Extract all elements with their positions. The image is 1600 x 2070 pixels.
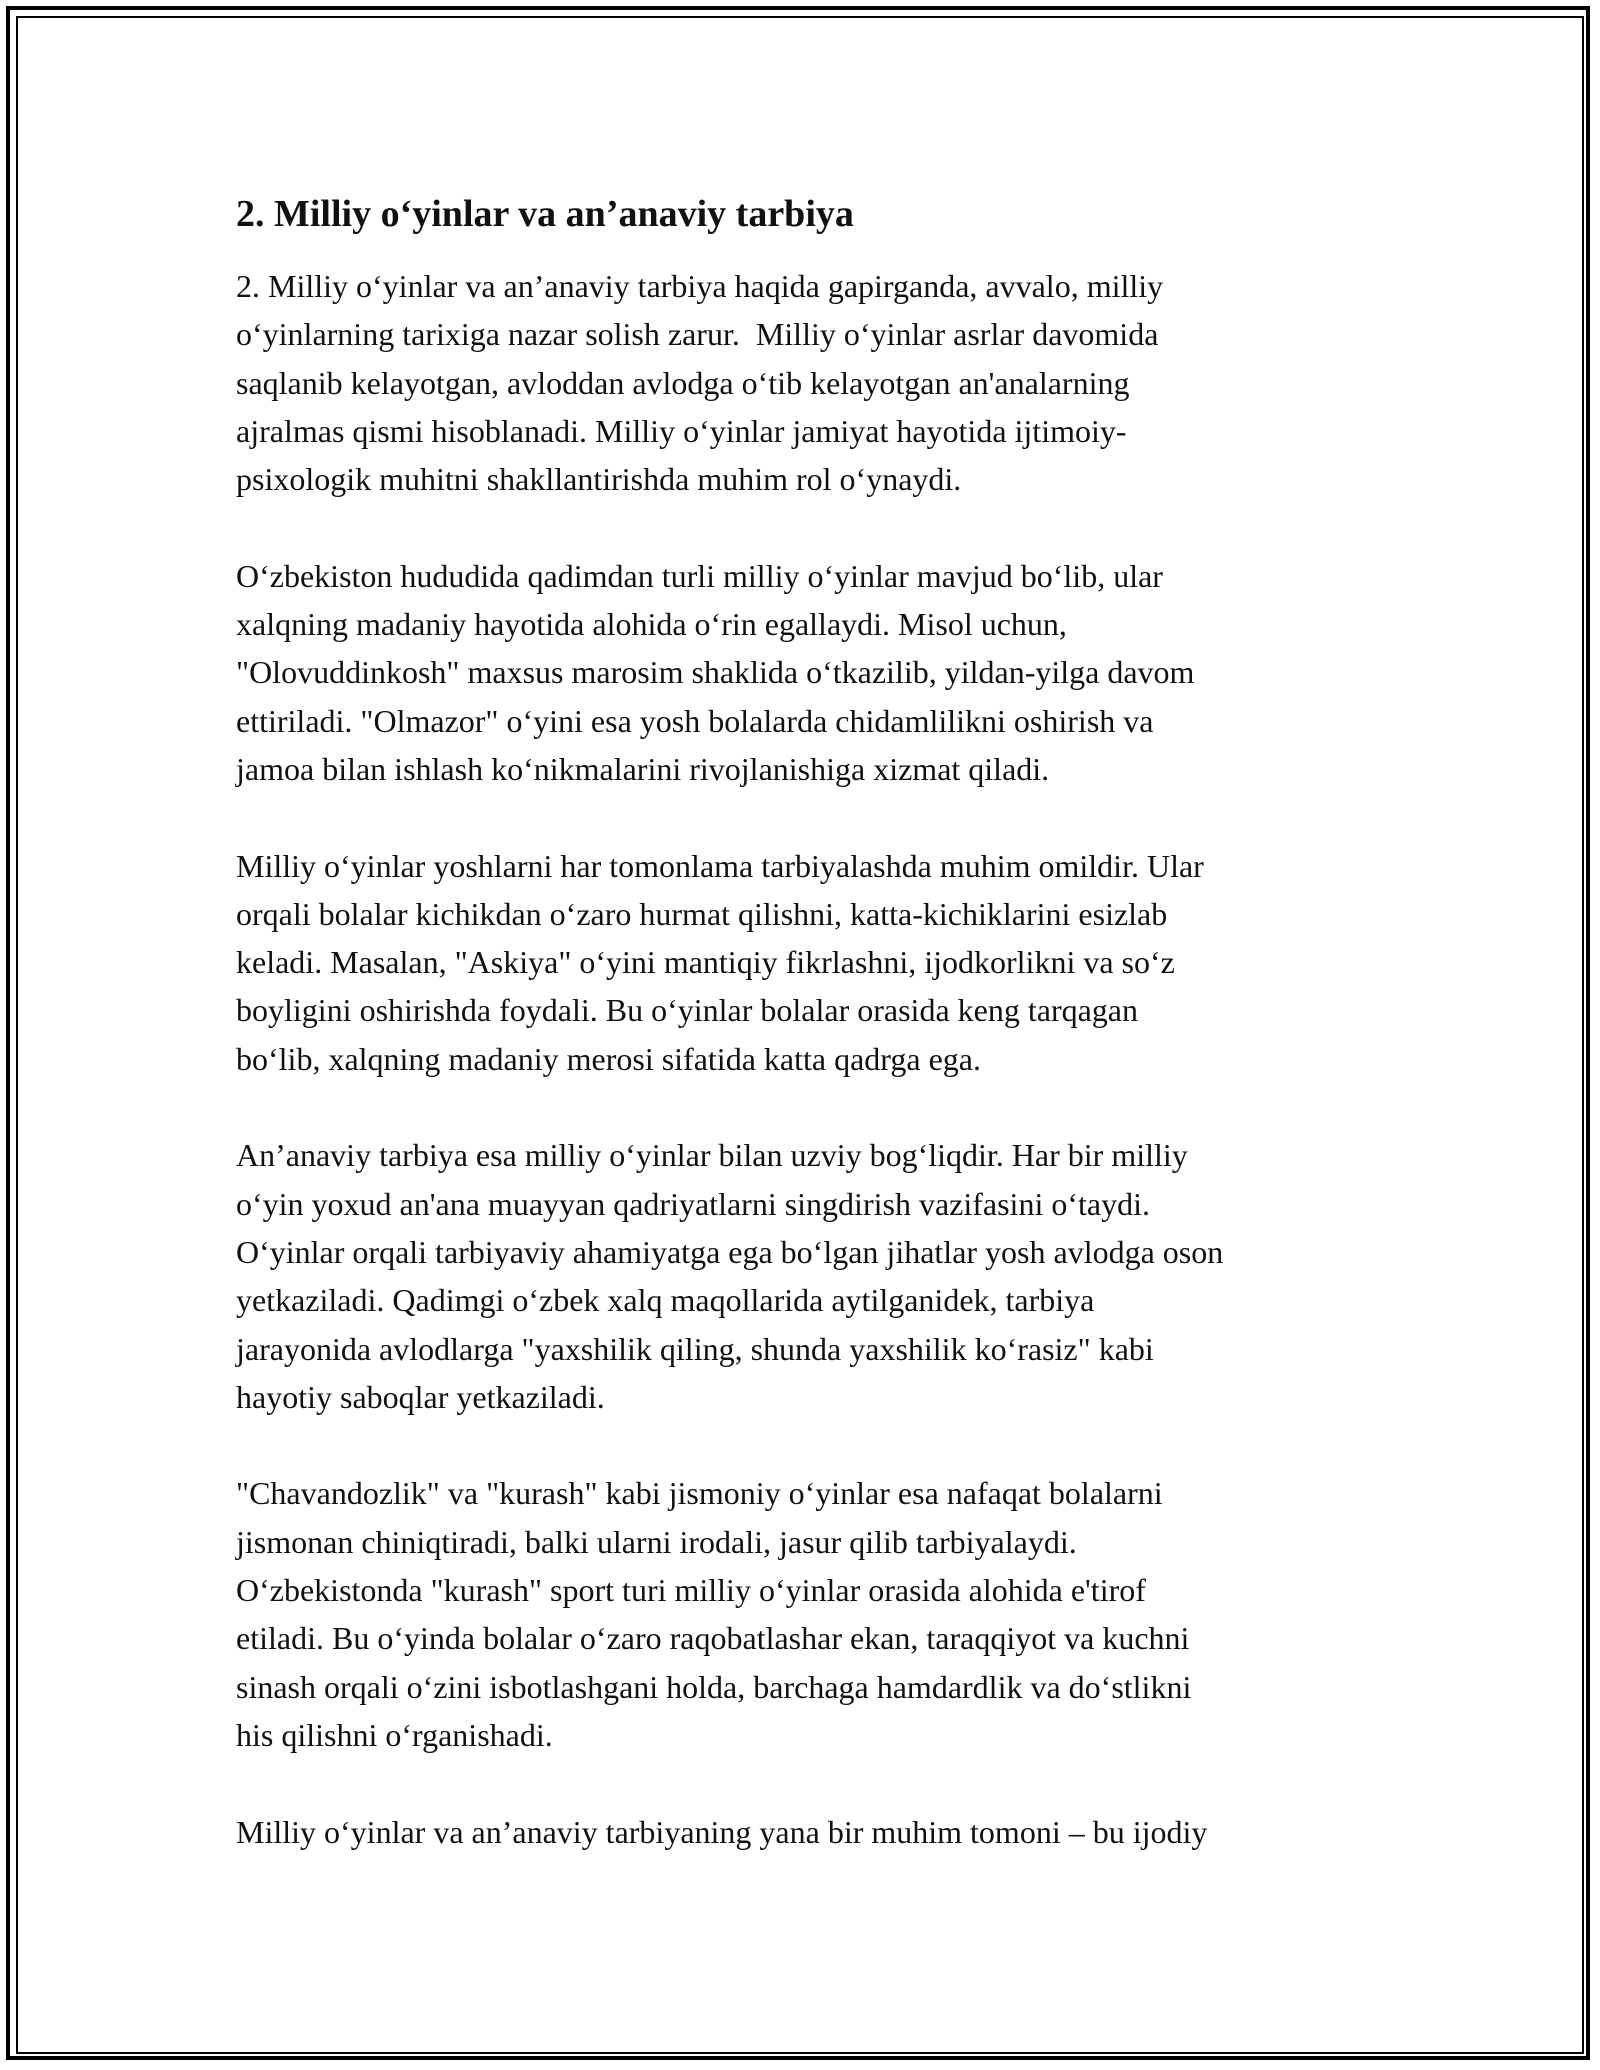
text-line: An’anaviy tarbiya esa milliy o‘yinlar bilan uzviy bog‘liqdir. Har bir milliy [236, 1137, 1188, 1174]
section-heading: 2. Milliy o‘yinlar va an’anaviy tarbiya [236, 193, 854, 235]
paragraph-5 [236, 1469, 1386, 1759]
document-body [236, 188, 1386, 1904]
text-line: xalqning madaniy hayotida alohida o‘rin egallaydi. Misol uchun, [236, 606, 1067, 643]
text-line: orqali bolalar kichikdan o‘zaro hurmat qilishni, katta-kichiklarini esizlab [236, 895, 1168, 932]
text-line: saqlanib kelayotgan, avloddan avlodga o‘tib kelayotgan an'analarning [236, 364, 1130, 401]
text-line: sinash orqali o‘zini isbotlashgani holda, barchaga hamdardlik va do‘stlikni [236, 1668, 1192, 1705]
text-line: yetkaziladi. Qadimgi o‘zbek xalq maqollarida aytilganidek, tarbiya [236, 1282, 1095, 1319]
text-line: o‘yinlarning tarixiga nazar solish zarur. Milliy o‘yinlar asrlar davomida [236, 316, 1159, 353]
paragraph-3 [236, 842, 1386, 1083]
text-line: boyligini oshirishda foydali. Bu o‘yinlar bolalar orasida keng tarqagan [236, 992, 1138, 1029]
text-line: o‘yin yoxud an'ana muayyan qadriyatlarni singdirish vazifasini o‘taydi. [236, 1185, 1150, 1222]
text-line: "Chavandozlik" va "kurash" kabi jismoniy o‘yinlar esa nafaqat bolalarni [236, 1475, 1163, 1512]
text-line: keladi. Masalan, "Askiya" o‘yini mantiqiy fikrlashni, ijodkorlikni va so‘z [236, 944, 1175, 981]
paragraph-1 [236, 262, 1386, 503]
text-line: jismonan chiniqtiradi, balki ularni irodali, jasur qilib tarbiyalaydi. [236, 1523, 1077, 1560]
text-line: hayotiy saboqlar yetkaziladi. [236, 1378, 605, 1415]
text-line: ajralmas qismi hisoblanadi. Milliy o‘yinlar jamiyat hayotida ijtimoiy- [236, 412, 1127, 449]
text-line: 2. Milliy o‘yinlar va an’anaviy tarbiya haqida gapirganda, avvalo, milliy [236, 268, 1164, 304]
text-line: O‘yinlar orqali tarbiyaviy ahamiyatga ega bo‘lgan jihatlar yosh avlodga oson [236, 1233, 1224, 1270]
paragraph-6 [236, 1808, 1386, 1856]
text-line: psixologik muhitni shakllantirishda muhim rol o‘ynaydi. [236, 461, 962, 498]
text-line: Milliy o‘yinlar va an’anaviy tarbiyaning yana bir muhim tomoni – bu ijodiy [236, 1813, 1208, 1850]
paragraph-2 [236, 552, 1386, 793]
text-line: Milliy o‘yinlar yoshlarni har tomonlama tarbiyalashda muhim omildir. Ular [236, 847, 1204, 884]
text-line: "Olovuddinkosh" maxsus marosim shaklida o‘tkazilib, yildan-yilga davom [236, 654, 1195, 691]
text-line: jarayonida avlodlarga "yaxshilik qiling, shunda yaxshilik ko‘rasiz" kabi [236, 1330, 1154, 1367]
text-line: O‘zbekiston hududida qadimdan turli milliy o‘yinlar mavjud bo‘lib, ular [236, 557, 1163, 594]
text-line: O‘zbekistonda "kurash" sport turi milliy o‘yinlar orasida alohida e'tirof [236, 1572, 1146, 1609]
text-line: jamoa bilan ishlash ko‘nikmalarini rivojlanishiga xizmat qiladi. [236, 750, 1050, 787]
text-line: ettiriladi. "Olmazor" o‘yini esa yosh bolalarda chidamlilikni oshirish va [236, 702, 1154, 739]
text-line: etiladi. Bu o‘yinda bolalar o‘zaro raqobatlashar ekan, taraqqiyot va kuchni [236, 1620, 1190, 1657]
text-line: bo‘lib, xalqning madaniy merosi sifatida katta qadrga ega. [236, 1040, 981, 1077]
text-line: his qilishni o‘rganishadi. [236, 1716, 553, 1753]
paragraph-4 [236, 1131, 1386, 1421]
